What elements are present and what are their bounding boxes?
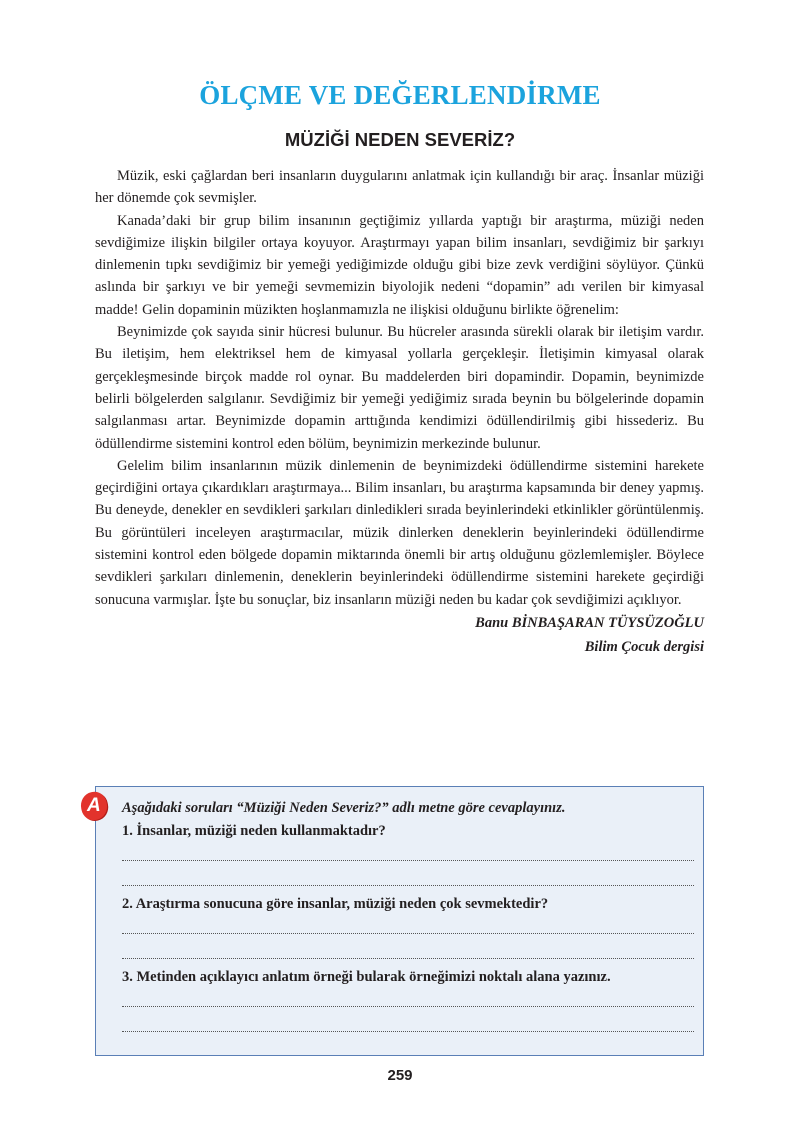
page-number: 259 (387, 1067, 413, 1084)
article-paragraph: Beynimizde çok sayıda sinir hücresi bulunur. Bu hücreler arasında sürekli olarak bir iletişim vardır. Bu iletişim, hem elektriksel hem de kimyasal yollarla gerçekleşir. İletişimin kimyasal olarak gerçekleşmesinde birçok madde rol oynar. Bu maddelerden biri dopamindir. Dopamin, beynimizde belirli bölgelerden salgılanır. Sevdiğimiz bir yemeği yediğimiz sırada beynin bu bölgelerinde dopamin salgılanması artar. Beynimizde dopamin arttığında kendimizi ödüllendirilmiş gibi hissederiz. Bu ödüllendirme sistemini kontrol eden bölüm, beynimizin merkezinde bulunur. (95, 324, 704, 452)
article-paragraph: Kanada’daki bir grup bilim insanının geçtiğimiz yıllarda yaptığı bir araştırma, müziği neden sevdiğimize ilişkin bilgiler ortaya koyuyor. Araştırmayı yapan bilim insanları, sevdiğimiz bir şarkıyı dinlemenin tıpkı sevdiğimiz bir yemeği yediğimizde olduğu gibi bize zevk verdiğini söylüyor. Çünkü aslında bir şarkıyı ve bir yemeği sevmemizin biyolojik nedeni “dopamin” adı verilen bir kimyasal madde! Gelin dopaminin müzikten hoşlanmamızla ne ilişkisi olduğunu birlikte öğrenelim: (95, 212, 704, 318)
answer-line[interactable] (122, 988, 694, 1013)
article-source: Bilim Çocuk dergisi (584, 638, 704, 655)
answer-line[interactable] (122, 1013, 694, 1038)
section-title: ÖLÇME VE DEĞERLENDİRME (199, 80, 601, 110)
answer-line[interactable] (122, 842, 694, 867)
article-paragraph: Müzik, eski çağlardan beri insanların duygularını anlatmak için kullandığı bir araç. İnsanlar müziği her dönemde çok sevmişler. (95, 168, 704, 207)
question-1: 1. İnsanlar, müziği neden kullanmaktadır? (122, 823, 386, 839)
article-author: Banu BİNBAŞARAN TÜYSÜZOĞLU (475, 614, 704, 631)
answer-line[interactable] (122, 940, 694, 965)
article-body (95, 165, 704, 659)
article-title: MÜZİĞİ NEDEN SEVERİZ? (284, 129, 516, 150)
question-3: 3. Metinden açıklayıcı anlatım örneği bularak örneğimizi noktalı alana yazınız. (122, 969, 611, 985)
activity-badge: A (78, 790, 109, 823)
activity-content (122, 797, 694, 1038)
activity-instruction: Aşağıdaki soruları “Müziği Neden Severiz?” adlı metne göre cevaplayınız. (122, 800, 566, 816)
answer-line[interactable] (122, 867, 694, 892)
answer-line[interactable] (122, 915, 694, 940)
question-2: 2. Araştırma sonucuna göre insanlar, müziği neden çok sevmektedir? (122, 896, 549, 912)
article-paragraph: Gelelim bilim insanlarının müzik dinlemenin de beynimizdeki ödüllendirme sistemini harekete geçirdiğini ortaya çıkardıkları araştırmaya... Bilim insanları, bu araştırma kapsamında bir deney yapmış. Bu deneyde, denekler en sevdikleri şarkıları dinledikleri sırada beyinlerindeki etkinlikler görüntülenmiş. Bu görüntüleri inceleyen araştırmacılar, müzik dinlerken deneklerin beyinlerindeki ödüllendirme sistemini kontrol eden bölgede dopamin miktarında önemli bir artış olduğunu gözlemlemişler. Böylece sevdikleri şarkıları dinlemenin, deneklerin beyinlerindeki ödüllendirme sistemini harekete geçirdiği sonucuna varmışlar. İşte bu sonuçlar, biz insanların müziği neden bu kadar çok sevdiğimizi açıklıyor. (95, 457, 704, 608)
